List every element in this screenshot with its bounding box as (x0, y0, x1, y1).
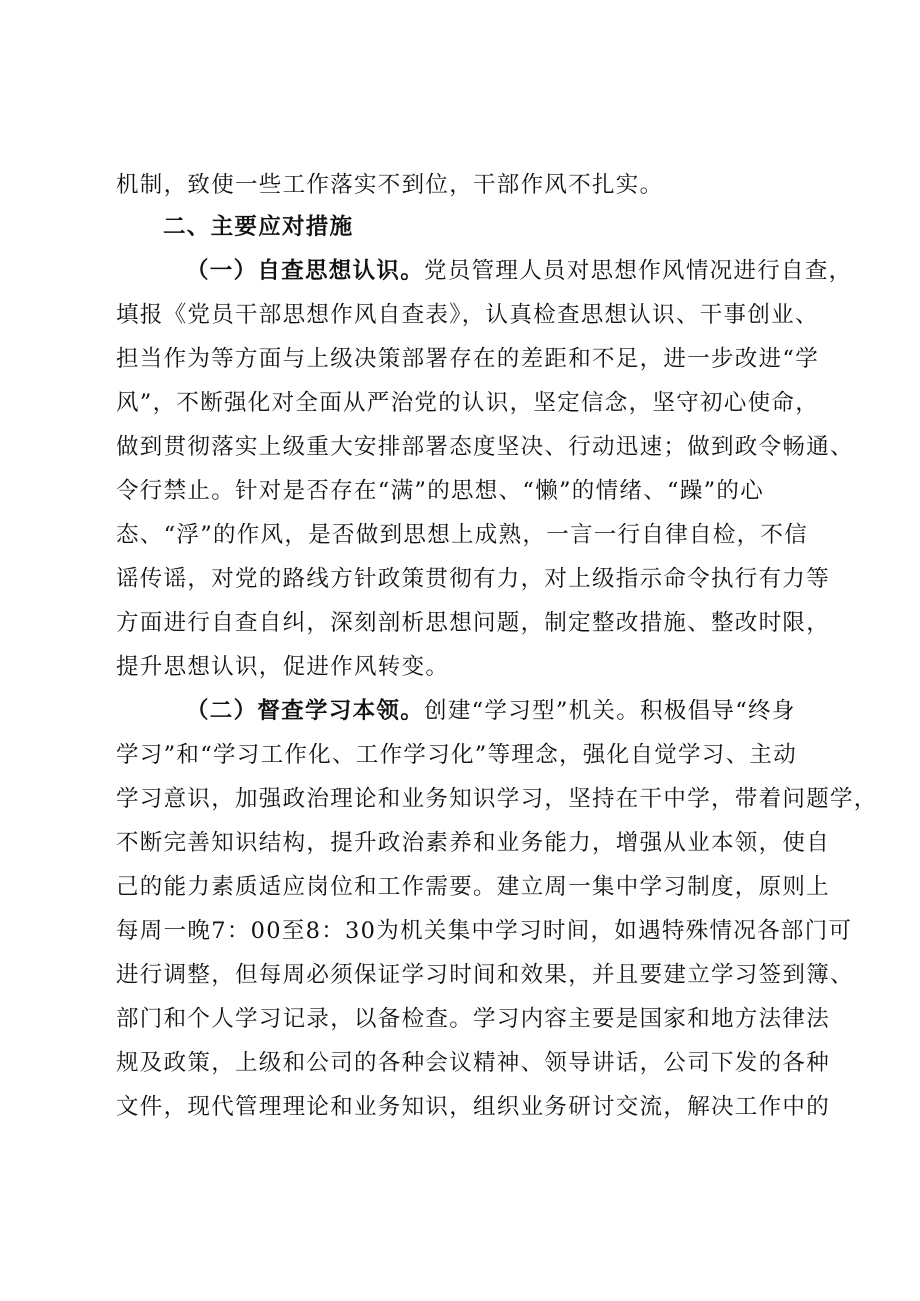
sub1-line: 谣传谣，对党的路线方针政策贯彻有力，对上级指示命令执行有力等 (116, 566, 831, 592)
sub2-line: 进行调整，但每周必须保证学习时间和效果，并且要建立学习签到簿、 (116, 962, 854, 988)
sub2-line: 学习意识，加强政治理论和业务知识学习，坚持在干中学，带着问题学， (116, 786, 878, 812)
sub1-line: 令行禁止。针对是否存在“满”的思想、“懒”的情绪、“躁”的心 (116, 478, 765, 504)
sub1-line: 做到贯彻落实上级重大安排部署态度坚决、行动迅速；做到政令畅通、 (116, 434, 854, 460)
sub1-line: 提升思想认识，促进作风转变。 (116, 654, 450, 680)
paragraph-continuation-line: 机制，致使一些工作落实不到位，干部作风不扎实。 (116, 172, 664, 198)
sub2-line: 不断完善知识结构，提升政治素养和业务能力，增强从业本领，使自 (116, 830, 831, 856)
sub2-line: 文件，现代管理理论和业务知识，组织业务研讨交流，解决工作中的 (116, 1094, 831, 1120)
sub2-first-line (186, 696, 920, 726)
sub1-line: 担当作为等方面与上级决策部署存在的差距和不足，进一步改进“学 (116, 346, 820, 372)
sub1-first-line-text: 党员管理人员对思想作风情况进行自查， (424, 258, 853, 284)
sub1-line: 填报《党员干部思想作风自查表》，认真检查思想认识、干事创业、 (116, 302, 819, 328)
sub1-line: 态、“浮”的作风，是否做到思想上成熟，一言一行自律自检，不信 (116, 522, 809, 548)
sub2-line: 部门和个人学习记录，以备检查。学习内容主要是国家和地方法律法 (116, 1006, 831, 1032)
sub2-line: 学习”和“学习工作化、工作学习化”等理念，强化自觉学习、主动 (116, 742, 798, 768)
sub2-line: 每周一晚7：00至8：30为机关集中学习时间，如遇特殊情况各部门可 (116, 918, 853, 944)
sub1-heading: （一）自查思想认识。 (186, 258, 425, 284)
sub2-line: 己的能力素质适应岗位和工作需要。建立周一集中学习制度，原则上 (116, 874, 831, 900)
sub1-line: 风”，不断强化对全面从严治党的认识，坚定信念，坚守初心使命， (116, 390, 820, 416)
sub1-line: 方面进行自查自纠，深刻剖析思想问题，制定整改措施、整改时限， (116, 610, 831, 636)
sub2-line: 规及政策，上级和公司的各种会议精神、领导讲话，公司下发的各种 (116, 1050, 831, 1076)
sub2-heading: （二）督查学习本领。 (186, 698, 425, 724)
section-heading: 二、主要应对措施 (163, 214, 354, 240)
sub1-first-line (186, 256, 920, 286)
sub2-first-line-text: 创建“学习型”机关。积极倡导“终身 (424, 698, 796, 724)
